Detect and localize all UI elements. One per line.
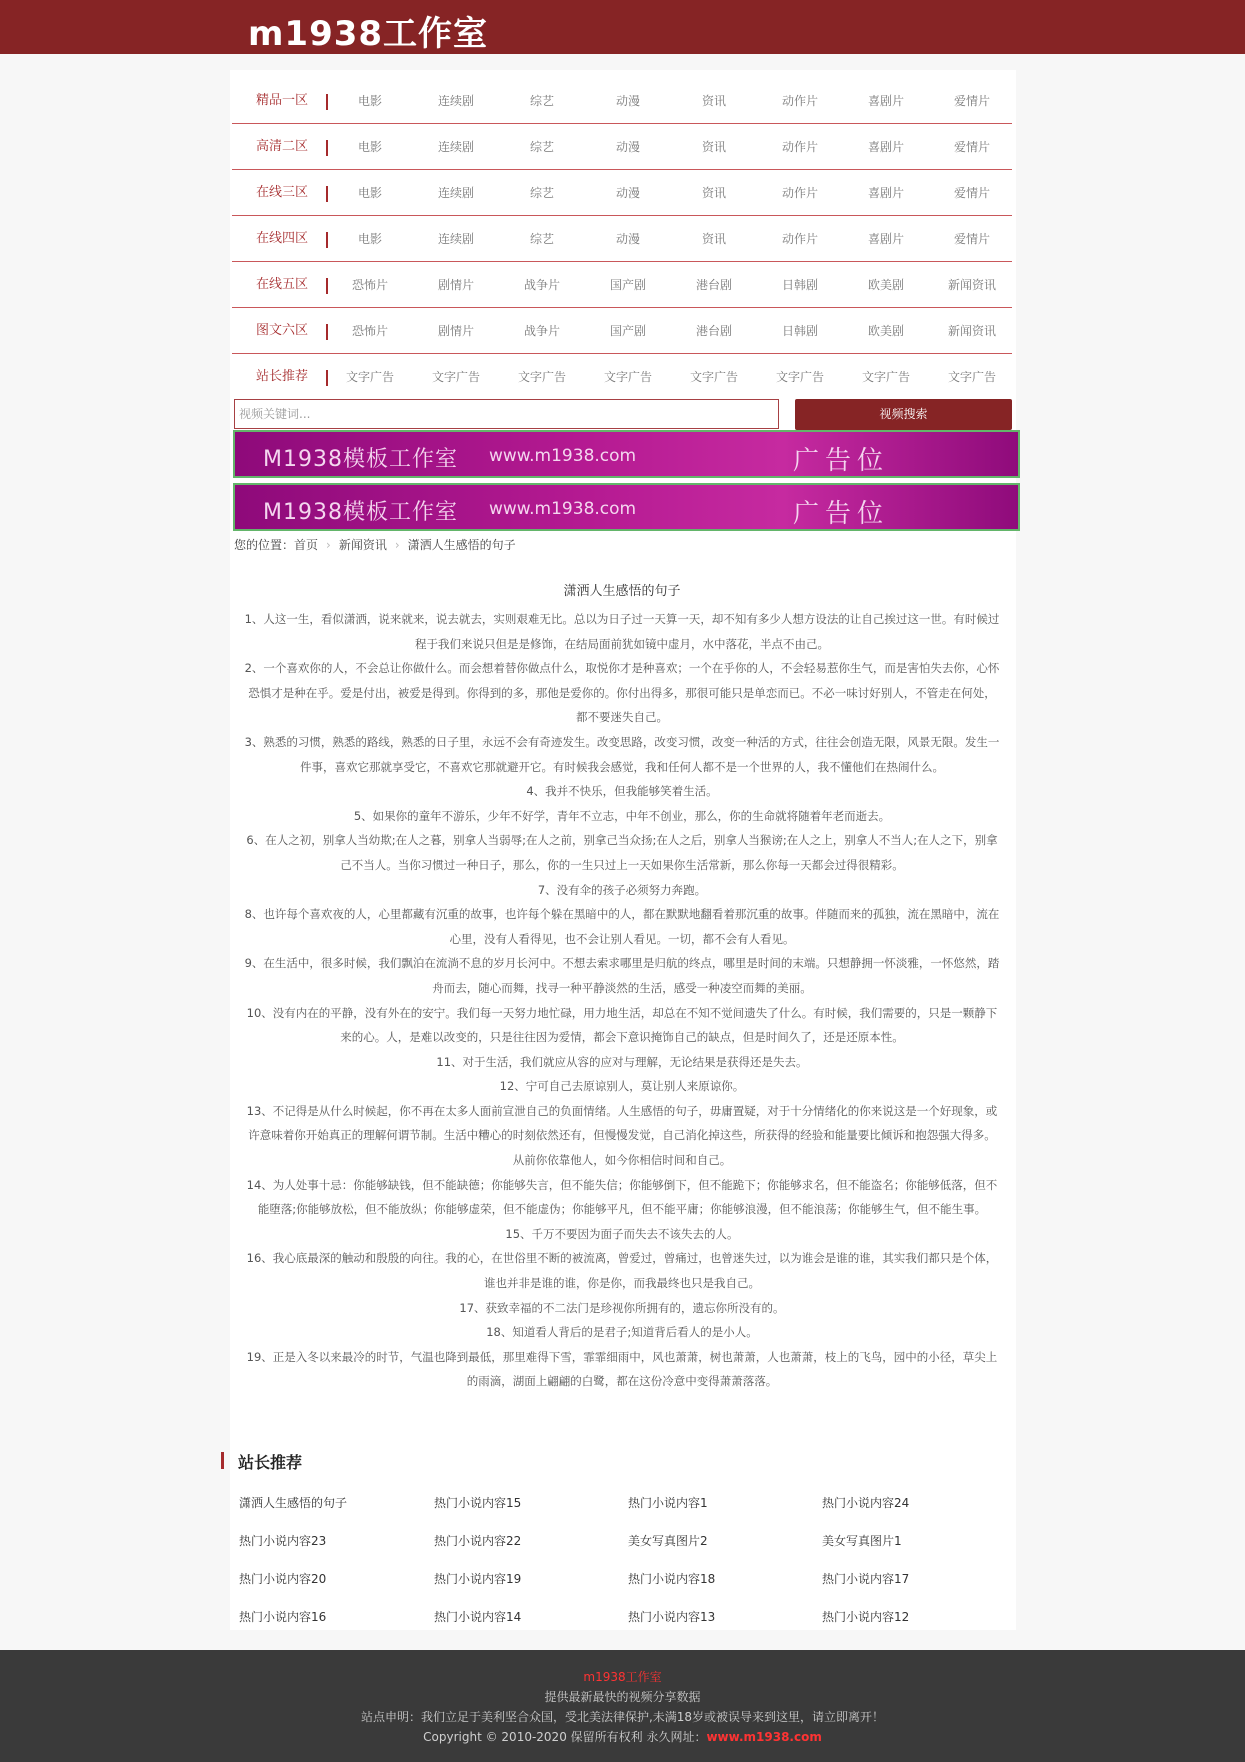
article-paragraph: 8、也许每个喜欢夜的人，心里都藏有沉重的故事，也许每个躲在黑暗中的人，都在默默地翻看着那沉重的故事。伴随而来的孤独，流在黑暗中，流在心里，没有人看得见，也不会让别人看见。一切，都不会有人看见。 — [244, 907, 1000, 946]
breadcrumb-prefix: 您的位置： — [234, 538, 295, 552]
nav-link[interactable]: 综艺 — [529, 140, 554, 154]
nav-link[interactable]: 电影 — [357, 94, 382, 108]
nav-link[interactable]: 连续剧 — [437, 94, 474, 108]
ad-banner-2[interactable] — [233, 483, 1020, 531]
nav-link[interactable]: 资讯 — [701, 186, 726, 200]
chevron-right-icon: › — [394, 538, 400, 552]
article-paragraph: 17、获致幸福的不二法门是珍视你所拥有的，遗忘你所没有的。 — [459, 1300, 785, 1315]
article-paragraph: 11、对于生活，我们就应从容的应对与理解，无论结果是获得还是失去。 — [436, 1054, 808, 1069]
footer-brand[interactable]: m1938工作室 — [583, 1670, 662, 1684]
recommend-link[interactable]: 热门小说内容20 — [239, 1572, 327, 1586]
recommend-link[interactable]: 热门小说内容22 — [434, 1534, 522, 1548]
nav-row — [232, 262, 1012, 308]
nav-link[interactable]: 爱情片 — [953, 186, 990, 200]
article-paragraph: 4、我并不快乐，但我能够笑着生活。 — [526, 784, 718, 799]
breadcrumb — [234, 536, 516, 554]
nav-link[interactable]: 文字广告 — [345, 370, 394, 384]
nav-link[interactable]: 战争片 — [523, 278, 560, 292]
article-paragraph: 5、如果你的童年不游乐，少年不好学，青年不立志，中年不创业，那么，你的生命就将随着年老而逝去。 — [353, 808, 891, 823]
nav-link[interactable]: 恐怖片 — [351, 278, 388, 292]
recommend-link[interactable]: 潇洒人生感悟的句子 — [239, 1496, 348, 1510]
nav-link[interactable]: 动漫 — [615, 94, 640, 108]
article-title: 潇洒人生感悟的句子 — [563, 584, 681, 599]
nav-row — [232, 308, 1012, 354]
ad-url: www.m1938.com — [489, 499, 637, 519]
article-paragraph: 13、不记得是从什么时候起，你不再在太多人面前宣泄自己的负面情绪。人生感悟的句子，毋庸置疑，对于十分情绪化的你来说这是一个好现象，或许意味着你开始真正的理解何谓节制。生活中糟心的时刻依然还有，但慢慢发觉，自己消化掉这些，所获得的经验和能量要比倾诉和抱怨强大得多。从前你依靠他人，如今你相信时间和自己。 — [246, 1103, 998, 1168]
nav-link[interactable]: 喜剧片 — [867, 140, 904, 154]
nav-link[interactable]: 文字广告 — [947, 370, 996, 384]
recommend-link[interactable]: 热门小说内容1 — [628, 1496, 708, 1510]
footer-copyright-line — [0, 1728, 1245, 1745]
nav-link[interactable]: 喜剧片 — [867, 186, 904, 200]
recommend-link[interactable]: 热门小说内容24 — [822, 1496, 910, 1510]
nav-link[interactable]: 文字广告 — [517, 370, 566, 384]
recommend-link[interactable]: 热门小说内容16 — [239, 1610, 327, 1624]
nav-section-title[interactable]: 图文六区 — [255, 323, 308, 338]
nav-row — [232, 216, 1012, 262]
ad-brand: M1938模板工作室 — [263, 500, 458, 525]
recommend-link[interactable]: 热门小说内容15 — [434, 1496, 522, 1510]
recommend-link[interactable]: 热门小说内容13 — [628, 1610, 716, 1624]
ad-label: 广告位 — [793, 446, 890, 476]
nav-link[interactable]: 动作片 — [781, 232, 818, 246]
footer-notice: 站点申明：我们立足于美利坚合众国，受北美法律保护,未满18岁或被误导来到这里，请立即离开！ — [360, 1710, 885, 1724]
nav-link[interactable]: 动作片 — [781, 94, 818, 108]
nav-link[interactable]: 动漫 — [615, 140, 640, 154]
nav-section-title[interactable]: 高清二区 — [255, 139, 308, 154]
article-paragraph: 15、千万不要因为面子而失去不该失去的人。 — [505, 1226, 739, 1241]
nav-link[interactable]: 日韩剧 — [781, 324, 818, 338]
nav-link[interactable]: 爱情片 — [953, 94, 990, 108]
ad-banner-1[interactable] — [233, 430, 1020, 478]
breadcrumb-home[interactable]: 首页 — [294, 538, 319, 552]
nav-link[interactable]: 综艺 — [529, 94, 554, 108]
article-paragraph: 1、人这一生，看似潇洒，说来就来，说去就去，实则艰难无比。总以为日子过一天算一天，却不知有多少人想方设法的让自己挨过这一世。有时候过程于我们来说只但是是修饰，在结局面前犹如镜中虚月，水中落花，半点不由己。 — [244, 612, 1000, 651]
recommend-link[interactable]: 热门小说内容23 — [239, 1534, 327, 1548]
nav-row — [232, 170, 1012, 216]
search-input[interactable]: 视频关键词... — [234, 399, 779, 429]
nav-link[interactable]: 连续剧 — [437, 140, 474, 154]
nav-link[interactable]: 港台剧 — [695, 324, 732, 338]
nav-link[interactable]: 日韩剧 — [781, 278, 818, 292]
nav-section-title[interactable]: 精品一区 — [255, 93, 308, 108]
nav-link[interactable]: 动作片 — [781, 140, 818, 154]
nav-link[interactable]: 动作片 — [781, 186, 818, 200]
nav-link[interactable]: 爱情片 — [953, 140, 990, 154]
article-paragraph: 3、熟悉的习惯，熟悉的路线，熟悉的日子里，永远不会有奇迹发生。改变思路，改变习惯，改变一种活的方式，往往会创造无限，风景无限。发生一件事，喜欢它那就享受它，不喜欢它那就避开它。有时候我会感觉，我和任何人都不是一个世界的人，我不懂他们在热闹什么。 — [244, 734, 1000, 774]
article-paragraph: 12、宁可自己去原谅别人，莫让别人来原谅你。 — [499, 1079, 745, 1094]
nav-link[interactable]: 国产剧 — [609, 278, 646, 292]
nav-link[interactable]: 资讯 — [701, 94, 726, 108]
article-body — [244, 607, 1000, 1394]
recommend-link[interactable]: 热门小说内容19 — [434, 1572, 522, 1586]
nav-link[interactable]: 文字广告 — [775, 370, 824, 384]
nav-link[interactable]: 电影 — [357, 186, 382, 200]
nav-row — [232, 124, 1012, 170]
recommend-link[interactable]: 美女写真图片2 — [628, 1534, 708, 1548]
section-marker — [221, 1452, 224, 1469]
ad-label: 广告位 — [793, 499, 890, 529]
nav-link[interactable]: 国产剧 — [609, 324, 646, 338]
nav-link[interactable]: 欧美剧 — [867, 278, 904, 292]
nav-link[interactable]: 动漫 — [615, 186, 640, 200]
nav-link[interactable]: 综艺 — [529, 186, 554, 200]
nav-row — [232, 78, 1012, 124]
footer — [0, 1650, 1245, 1762]
nav-link[interactable]: 喜剧片 — [867, 232, 904, 246]
ad-url: www.m1938.com — [489, 446, 637, 466]
chevron-right-icon: › — [326, 538, 331, 552]
site-logo[interactable]: m1938工作室 — [248, 14, 489, 54]
article-paragraph: 6、在人之初，别拿人当幼欺;在人之暮，别拿人当弱辱;在人之前，别拿己当众扬;在人之后，别拿人当猴谤;在人之上，别拿人不当人;在人之下，别拿己不当人。当你习惯过一种日子，那么，你的一生只过上一天如果你生活常新，那么你每一天都会过得很精彩。 — [246, 833, 998, 872]
nav-link[interactable]: 综艺 — [529, 232, 554, 246]
nav-link[interactable]: 战争片 — [523, 324, 560, 338]
nav-link[interactable]: 文字广告 — [431, 370, 480, 384]
footer-copyright: Copyright © 2010-2020 保留所有权利 永久网址： — [423, 1730, 707, 1744]
nav-link[interactable]: 文字广告 — [603, 370, 652, 384]
breadcrumb-category[interactable]: 新闻资讯 — [338, 538, 387, 552]
nav-link[interactable]: 欧美剧 — [867, 324, 904, 338]
search-button[interactable]: 视频搜索 — [795, 399, 1012, 430]
nav-link[interactable]: 电影 — [357, 140, 382, 154]
nav-link[interactable]: 新闻资讯 — [947, 278, 996, 292]
nav-link[interactable]: 连续剧 — [437, 232, 474, 246]
nav-row — [232, 354, 1012, 400]
article-paragraph: 9、在生活中，很多时候，我们飘泊在流淌不息的岁月长河中。不想去索求哪里是归航的终点，哪里是时间的末端。只想静拥一怀淡雅，一怀悠然，踏舟而去，随心而舞，找寻一种平静淡然的生活，感受一种凌空而舞的美丽。 — [244, 956, 1000, 995]
recommend-link[interactable]: 热门小说内容14 — [434, 1610, 522, 1624]
nav-section-title[interactable]: 在线五区 — [255, 277, 308, 292]
nav-link[interactable]: 港台剧 — [695, 278, 732, 292]
article-paragraph: 10、没有内在的平静，没有外在的安宁。我们每一天努力地忙碌，用力地生活，却总在不知不觉间遗失了什么。有时候，我们需要的，只是一颗静下来的心。人，是难以改变的，只是往往因为爱情，都会下意识掩饰自己的缺点，但是时间久了，还是还原本性。 — [246, 1005, 998, 1045]
nav-link[interactable]: 动漫 — [615, 232, 640, 246]
nav-section-title[interactable]: 站长推荐 — [255, 369, 308, 384]
nav-link[interactable]: 喜剧片 — [867, 94, 904, 108]
nav-link[interactable]: 文字广告 — [861, 370, 910, 384]
nav-link[interactable]: 文字广告 — [689, 370, 738, 384]
nav-link[interactable]: 新闻资讯 — [947, 324, 996, 338]
recommend-link[interactable]: 热门小说内容12 — [822, 1610, 910, 1624]
nav-link[interactable]: 电影 — [357, 232, 382, 246]
article-paragraph: 19、正是入冬以来最冷的时节，气温也降到最低，那里难得下雪，霏霏细雨中，风也萧萧，树也萧萧，人也萧萧，枝上的飞鸟，园中的小径，草尖上的雨滴，湖面上翩翩的白鹭，都在这份冷意中变得萧萧落落。 — [246, 1349, 998, 1389]
nav-link[interactable]: 恐怖片 — [351, 324, 388, 338]
recommend-link[interactable]: 热门小说内容17 — [822, 1572, 910, 1586]
article-paragraph: 14、为人处事十忌：你能够缺钱，但不能缺德；你能够失言，但不能失信；你能够倒下，但不能跪下；你能够求名，但不能盗名；你能够低落，但不能堕落;你能够放松，但不能放纵；你能够虚荣，但不能虚伪；你能够平凡，但不能平庸；你能够浪漫，但不能浪荡；你能够生气，但不能生事。 — [246, 1177, 998, 1217]
nav-link[interactable]: 资讯 — [701, 232, 726, 246]
nav-link[interactable]: 资讯 — [701, 140, 726, 154]
nav-link[interactable]: 剧情片 — [437, 278, 474, 292]
nav-link[interactable]: 爱情片 — [953, 232, 990, 246]
article-paragraph: 7、没有伞的孩子必须努力奔跑。 — [537, 882, 707, 897]
article-paragraph: 18、知道看人背后的是君子;知道背后看人的是小人。 — [486, 1325, 758, 1340]
footer-url-link[interactable]: www.m1938.com — [706, 1730, 822, 1744]
recommend-link[interactable]: 美女写真图片1 — [822, 1534, 902, 1548]
top-header — [0, 0, 1245, 54]
nav-link[interactable]: 连续剧 — [437, 186, 474, 200]
article-paragraph: 2、一个喜欢你的人，不会总让你做什么。而会想着替你做点什么，取悦你才是种喜欢；一个在乎你的人，不会轻易惹你生气，而是害怕失去你，心怀恐惧才是种在乎。爱是付出，被爱是得到。你得到的多，那他是爱你的。你付出得多，那很可能只是单恋而已。不必一味讨好别人，不管走在何处，都不要迷失自己。 — [244, 661, 1000, 725]
article-paragraph: 16、我心底最深的触动和殷殷的向往。我的心，在世俗里不断的被流离，曾爱过，曾痛过，也曾迷失过，以为谁会是谁的谁，其实我们都只是个体，谁也并非是谁的谁，你是你，而我最终也只是我自己。 — [246, 1251, 998, 1291]
recommend-title: 站长推荐 — [238, 1453, 303, 1472]
breadcrumb-current[interactable]: 潇洒人生感悟的句子 — [407, 538, 516, 552]
footer-tagline: 提供最新最快的视频分享数据 — [544, 1690, 701, 1704]
recommend-link[interactable]: 热门小说内容18 — [628, 1572, 716, 1586]
ad-brand: M1938模板工作室 — [263, 447, 458, 472]
nav-link[interactable]: 剧情片 — [437, 324, 474, 338]
nav-section-title[interactable]: 在线三区 — [255, 185, 308, 200]
nav-section-title[interactable]: 在线四区 — [255, 231, 308, 246]
